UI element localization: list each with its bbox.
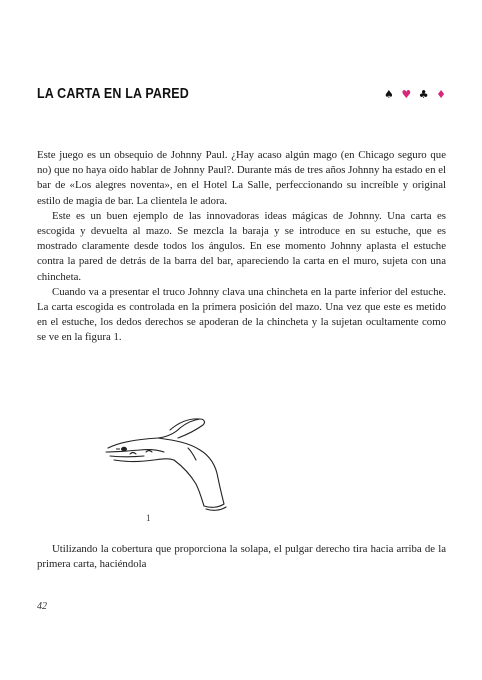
paragraph-4: Utilizando la cobertura que proporciona la solapa, el pulgar derecho tira hacia arriba de la primera carta, haciéndola bbox=[37, 543, 446, 571]
hand-holding-thumbtack-drawing bbox=[100, 408, 240, 513]
paragraph-2: Este es un buen ejemplo de las innovadoras ideas mágicas de Johnny. Una carta es escogida y devuelta al mazo. Se mezcla la baraja y se introduce en su estuche, que es mostrado claramente desde todos los ángulos. En ese momento Johnny aplasta el estuche contra la pared de detrás de la barra del bar, apareciendo la carta en el muro, sujeta con una chincheta. bbox=[37, 209, 446, 283]
figure-caption: 1 bbox=[146, 513, 151, 523]
page-number: 42 bbox=[37, 601, 47, 612]
chapter-title: LA CARTA EN LA PARED bbox=[37, 86, 189, 102]
diamond-icon: ♦ bbox=[436, 88, 447, 101]
club-icon: ♣ bbox=[418, 88, 430, 101]
heart-icon: ♥ bbox=[401, 88, 413, 101]
paragraph-1: Este juego es un obsequio de Johnny Paul. ¿Hay acaso algún mago (en Chicago seguro que no) que no haya oído hablar de Johnny Paul?. Durante más de tres años Johnny ha estado en el bar de «Los alegres noventa», en el Hotel La Salle, perfeccionando su increíble y original estilo de magia de bar. La clientela le adora. bbox=[37, 149, 446, 207]
hand-illustration bbox=[100, 408, 240, 523]
thumbtack-icon bbox=[121, 447, 127, 451]
paragraph-3: Cuando va a presentar el truco Johnny clava una chincheta en la parte inferior del estuche. La carta escogida es controlada en la primera posición del mazo. Una vez que este es metido en el estuche, los dedos derechos se apoderan de la chincheta y la sujetan ocultamente como se ve en la figura 1. bbox=[37, 285, 446, 344]
body-text bbox=[37, 148, 446, 346]
spade-icon: ♠ bbox=[384, 88, 395, 101]
card-suits-ornament bbox=[384, 88, 449, 101]
body-text-continued bbox=[37, 542, 446, 572]
